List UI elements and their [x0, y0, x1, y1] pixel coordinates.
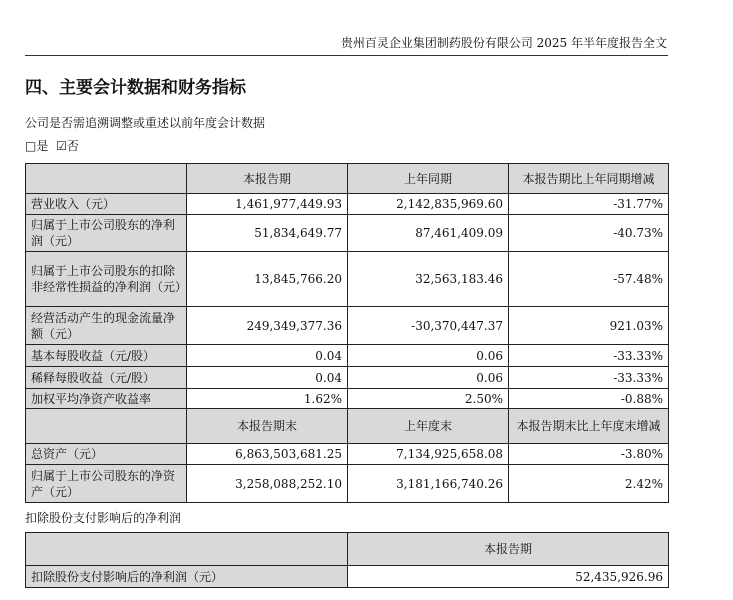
table-header-row [26, 409, 669, 444]
restatement-question: 公司是否需追溯调整或重述以前年度会计数据 [25, 116, 266, 130]
column-header: 上年度末 [348, 409, 509, 444]
table-header-row [26, 533, 669, 566]
table-row: 归属于上市公司股东的净资产（元） 3,258,088,252.10 3,181,166,740.26 2.42% [26, 465, 669, 503]
column-header: 本报告期比上年同期增减 [509, 164, 669, 194]
table-row: 稀释每股收益（元/股） 0.04 0.06 -33.33% [26, 367, 669, 389]
subtitle-share-payment: 扣除股份支付影响后的净利润 [25, 511, 182, 525]
column-header: 本报告期 [348, 533, 669, 566]
column-header: 本报告期 [187, 164, 348, 194]
column-header: 本报告期末比上年度末增减 [509, 409, 669, 444]
column-header: 本报告期末 [187, 409, 348, 444]
key-financials-table [25, 163, 669, 503]
table-row: 归属于上市公司股东的净利润（元） 51,834,649.77 87,461,409.09 -40.73% [26, 215, 669, 252]
table-row: 总资产（元） 6,863,503,681.25 7,134,925,658.08 -3.80% [26, 444, 669, 465]
table-row: 基本每股收益（元/股） 0.04 0.06 -33.33% [26, 345, 669, 367]
running-header: 贵州百灵企业集团制药股份有限公司 2025 年半年度报告全文 [340, 36, 667, 50]
option-no-checkbox: ☑否 [56, 139, 79, 153]
option-yes-checkbox: □是 [25, 139, 49, 153]
section-title: 四、主要会计数据和财务指标 [25, 78, 246, 98]
share-payment-table [25, 532, 669, 588]
table-row: 经营活动产生的现金流量净额（元） 249,349,377.36 -30,370,447.37 921.03% [26, 307, 669, 345]
column-header: 上年同期 [348, 164, 509, 194]
table-row: 扣除股份支付影响后的净利润（元） 52,435,926.96 [26, 566, 669, 588]
restatement-options [25, 137, 79, 154]
table-header-row [26, 164, 669, 194]
table-row: 营业收入（元） 1,461,977,449.93 2,142,835,969.60 -31.77% [26, 194, 669, 215]
table-row: 归属于上市公司股东的扣除非经常性损益的净利润（元） 13,845,766.20 32,563,183.46 -57.48% [26, 252, 669, 307]
header-rule [25, 55, 668, 56]
table-row: 加权平均净资产收益率 1.62% 2.50% -0.88% [26, 389, 669, 409]
